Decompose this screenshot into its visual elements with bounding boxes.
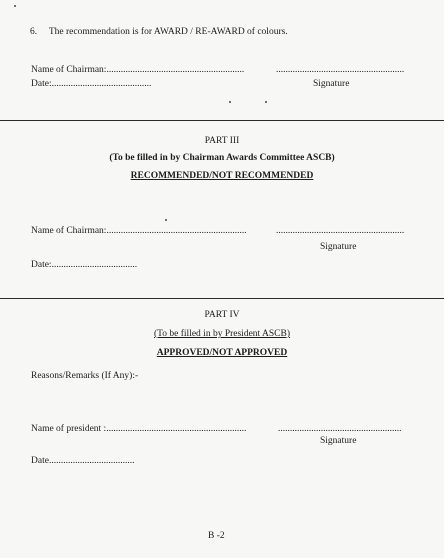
recommendation-status: RECOMMENDED/NOT RECOMMENDED bbox=[130, 171, 314, 181]
signature-field[interactable]: ...................................................... bbox=[276, 226, 405, 236]
part-heading: PART IV bbox=[204, 310, 240, 320]
signature-label: Signature bbox=[320, 242, 357, 252]
date-field[interactable]: .................................... bbox=[48, 456, 135, 466]
date-field[interactable]: .................................... bbox=[51, 260, 138, 270]
scan-speck bbox=[14, 5, 16, 7]
remarks-label: Reasons/Remarks (If Any):- bbox=[31, 371, 139, 381]
part-heading: PART III bbox=[204, 136, 240, 146]
section-divider bbox=[0, 120, 444, 121]
part-subheading: (To be filled in by President ASCB) bbox=[153, 329, 291, 339]
date-label: Date bbox=[31, 456, 49, 466]
date-label: Date: bbox=[31, 260, 52, 270]
date-line bbox=[31, 79, 151, 89]
scan-speck bbox=[265, 101, 267, 103]
date-line bbox=[31, 260, 137, 270]
approval-status: APPROVED/NOT APPROVED bbox=[156, 348, 288, 358]
chairman-name-line bbox=[31, 65, 244, 75]
president-name-line bbox=[31, 424, 246, 434]
date-line bbox=[31, 456, 134, 466]
signature-label: Signature bbox=[313, 79, 350, 89]
item-6 bbox=[30, 27, 288, 37]
chairman-name-label: Name of Chairman: bbox=[31, 65, 107, 75]
president-name-field[interactable]: ........................................................... bbox=[106, 424, 247, 434]
chairman-name-field[interactable]: .......................................................... bbox=[106, 65, 245, 75]
signature-label: Signature bbox=[320, 436, 357, 446]
date-label: Date bbox=[31, 79, 49, 89]
chairman-name-field[interactable]: ........................................................... bbox=[106, 226, 247, 236]
item-number: 6. bbox=[30, 27, 38, 37]
signature-field[interactable]: ...................................................... bbox=[276, 65, 405, 75]
section-divider bbox=[0, 298, 444, 299]
part-subheading: (To be filled in by Chairman Awards Committee ASCB) bbox=[109, 153, 335, 163]
scan-speck bbox=[165, 219, 167, 221]
chairman-name-label: Name of Chairman: bbox=[31, 226, 107, 236]
scan-speck bbox=[229, 101, 231, 103]
page-number: B -2 bbox=[208, 531, 225, 541]
item-text: The recommendation is for AWARD / RE-AWARD of colours. bbox=[48, 27, 288, 37]
signature-field[interactable]: .................................................... bbox=[278, 424, 402, 434]
chairman-name-line bbox=[31, 226, 247, 236]
president-name-label: Name of president : bbox=[31, 424, 107, 434]
date-field[interactable]: :.......................................... bbox=[48, 79, 152, 89]
